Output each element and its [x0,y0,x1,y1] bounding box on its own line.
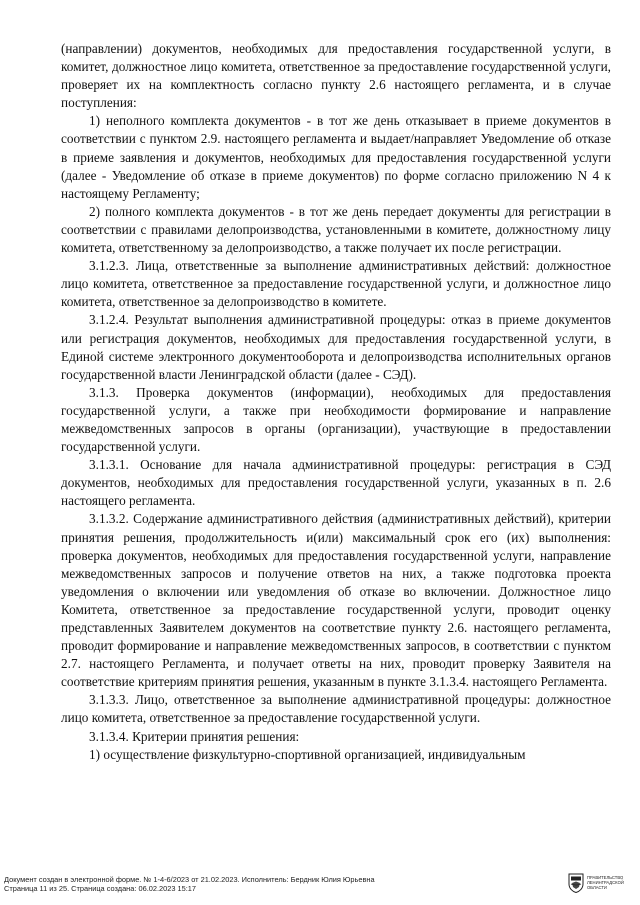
paragraph: (направлении) документов, необходимых для предоставления государственной услуги, в комитет, должностное лицо комитета, ответственное за предоставление государственной услуги, проверяет их на комплектность согласно пункту 2.6 настоящего регламента, и в случае поступления: [61,41,611,111]
footer-document-info: Документ создан в электронной форме. № 1-4-6/2023 от 21.02.2023. Исполнитель: Бердник Юлия Юрьевна [4,875,375,884]
government-logo-text: ПРАВИТЕЛЬСТВО ЛЕНИНГРАДСКОЙ ОБЛАСТИ [587,875,624,890]
footer-page-info: Страница 11 из 25. Страница создана: 06.02.2023 15:17 [4,884,197,894]
paragraph: 3.1.3.2. Содержание административного действия (административных действий), критерии принятия решения, продолжительность и(или) максимальный срок его (их) выполнения: проверка документов, необходимых для предоставления государственной услуги, направление межведомственных запросов и получение ответов на них, а также подготовка проекта уведомления о включении или уведомления об отказе во включении. Должностное лицо Комитета, ответственное за предоставление государственной услуги, проводит оценку представленных Заявителем документов на соответствие пункту 2.6. настоящего регламента, проводит формирование и направление межведомственных запросов, в соответствии с пунктом 2.7. настоящего Регламента, и получает ответы на них, проводит проверку Заявителя на соответствие критериям принятия решения, указанным в пункте 3.1.3.4. настоящего Регламента. [61,511,611,690]
coat-of-arms-icon [568,873,584,893]
paragraph: 1) неполного комплекта документов - в тот же день отказывает в приеме документов в соответствии с пунктом 2.9. настоящего регламента и выдает/направляет Уведомление об отказе в приеме заявления и документов, необходимых для предоставления государственной услуги (далее - Уведомление об отказе в приеме документов) по форме согласно приложению N 4 к настоящему Регламенту; [61,113,611,201]
paragraph: 3.1.2.3. Лица, ответственные за выполнение административных действий: должностное лицо комитета, ответственное за предоставление государственной услуги, и должностное лицо комитета, ответственное за делопроизводство в комитете. [61,258,611,310]
government-logo [568,873,636,901]
paragraph: 3.1.3.1. Основание для начала административной процедуры: регистрация в СЭД документов, необходимых для предоставления государственной услуги, указанных в п. 2.6 настоящего регламента. [61,457,611,509]
paragraph: 3.1.3. Проверка документов (информации), необходимых для предоставления государственной услуги, а также при необходимости формирование и направление межведомственных запросов в органы (организации), участвующие в предоставлении государственной услуги. [61,384,611,455]
paragraph: 3.1.3.3. Лицо, ответственное за выполнение административной процедуры: должностное лицо комитета, ответственное за предоставление государственной услуги. [61,692,611,726]
paragraph: 3.1.3.4. Критерии принятия решения: [89,728,300,744]
paragraph: 3.1.2.4. Результат выполнения административной процедуры: отказ в приеме документов или регистрация документов, необходимых для предоставления государственной услуги, в Единой системе электронного документооборота и делопроизводства исполнительных органов государственной власти Ленинградской области (далее - СЭД). [61,312,611,382]
document-footer [4,875,564,894]
paragraph: 1) осуществление физкультурно-спортивной организацией, индивидуальным [89,746,526,762]
paragraph: 2) полного комплекта документов - в тот же день передает документы для регистрации в соответствии с правилами делопроизводства, установленными в комитете, должностному лицу комитета, ответственному за делопроизводство, а также получает их после регистрации. [61,203,611,256]
document-body [61,40,611,764]
